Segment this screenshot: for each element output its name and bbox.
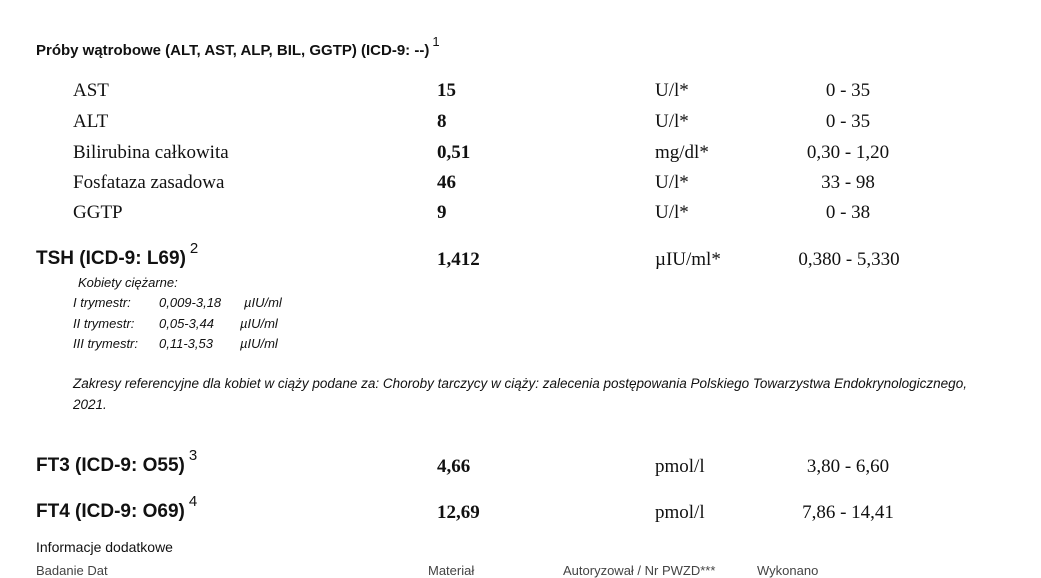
tsh-range: 0,380 - 5,330 xyxy=(798,249,900,270)
footnote-marker: 3 xyxy=(188,447,198,464)
trimester-2-unit: µIU/ml xyxy=(240,316,278,331)
cut-col-1: Badanie Dat xyxy=(36,563,108,578)
ft4-title-text: FT4 (ICD-9: O69) xyxy=(36,501,185,522)
ft4-title xyxy=(36,493,198,523)
cut-col-3: Autoryzował / Nr PWZD*** xyxy=(563,563,716,578)
test-value-ggtp: 9 xyxy=(437,202,447,223)
ft3-title-text: FT3 (ICD-9: O55) xyxy=(36,455,185,476)
tsh-unit: µIU/ml* xyxy=(655,249,721,270)
ft3-unit: pmol/l xyxy=(655,456,705,477)
tsh-title-text: TSH (ICD-9: L69) xyxy=(36,248,186,269)
ft3-title xyxy=(36,447,198,477)
test-unit-ast: U/l* xyxy=(655,80,689,101)
test-name-alp: Fosfataza zasadowa xyxy=(73,172,225,193)
footnote-marker: 4 xyxy=(188,493,198,510)
tsh-value: 1,412 xyxy=(437,249,480,270)
ft3-range: 3,80 - 6,60 xyxy=(806,456,890,477)
trimester-3-label: III trymestr: xyxy=(73,336,138,351)
test-range-ast: 0 - 35 xyxy=(825,80,871,101)
test-value-ast: 15 xyxy=(437,80,456,101)
cut-col-4: Wykonano xyxy=(757,563,819,578)
test-value-bilirubin: 0,51 xyxy=(437,142,471,163)
test-name-ast: AST xyxy=(73,80,109,101)
trimester-2-label: II trymestr: xyxy=(73,316,135,331)
trimester-2-range: 0,05-3,44 xyxy=(159,316,214,331)
trimester-1-label: I trymestr: xyxy=(73,295,131,310)
pregnancy-header: Kobiety ciężarne: xyxy=(78,275,178,290)
trimester-3-range: 0,11-3,53 xyxy=(159,336,213,351)
test-unit-alp: U/l* xyxy=(655,172,689,193)
cut-col-2: Materiał xyxy=(428,563,475,578)
test-range-alp: 33 - 98 xyxy=(821,172,875,193)
trimester-1-unit: µIU/ml xyxy=(244,295,282,310)
additional-info-label: Informacje dodatkowe xyxy=(36,539,173,555)
test-unit-ggtp: U/l* xyxy=(655,202,689,223)
test-range-bilirubin: 0,30 - 1,20 xyxy=(806,142,890,163)
trimester-3-unit: µIU/ml xyxy=(240,336,278,351)
tsh-title xyxy=(36,240,199,270)
ft3-value: 4,66 xyxy=(437,456,471,477)
trimester-1-range: 0,009-3,18 xyxy=(159,295,222,310)
test-name-bilirubin: Bilirubina całkowita xyxy=(73,142,229,163)
reference-note: Zakresy referencyjne dla kobiet w ciąży podane za: Choroby tarczycy w ciąży: zalecenia postępowania Polskiego Towarzystwa Endokrynologicznego, 2021. xyxy=(73,376,967,412)
test-name-ggtp: GGTP xyxy=(73,202,123,223)
footnote-marker: 2 xyxy=(189,240,199,257)
ft4-unit: pmol/l xyxy=(655,502,705,523)
ft4-value: 12,69 xyxy=(437,502,480,523)
test-unit-alt: U/l* xyxy=(655,111,689,132)
footnote-marker: 1 xyxy=(432,34,440,49)
test-range-ggtp: 0 - 38 xyxy=(825,202,871,223)
liver-title-text: Próby wątrobowe (ALT, AST, ALP, BIL, GGTP) (ICD-9: --) xyxy=(36,42,430,59)
liver-section-title xyxy=(36,34,440,59)
test-value-alt: 8 xyxy=(437,111,447,132)
test-range-alt: 0 - 35 xyxy=(825,111,871,132)
test-unit-bilirubin: mg/dl* xyxy=(655,142,709,163)
test-name-alt: ALT xyxy=(73,111,109,132)
test-value-alp: 46 xyxy=(437,172,456,193)
ft4-range: 7,86 - 14,41 xyxy=(802,502,894,523)
